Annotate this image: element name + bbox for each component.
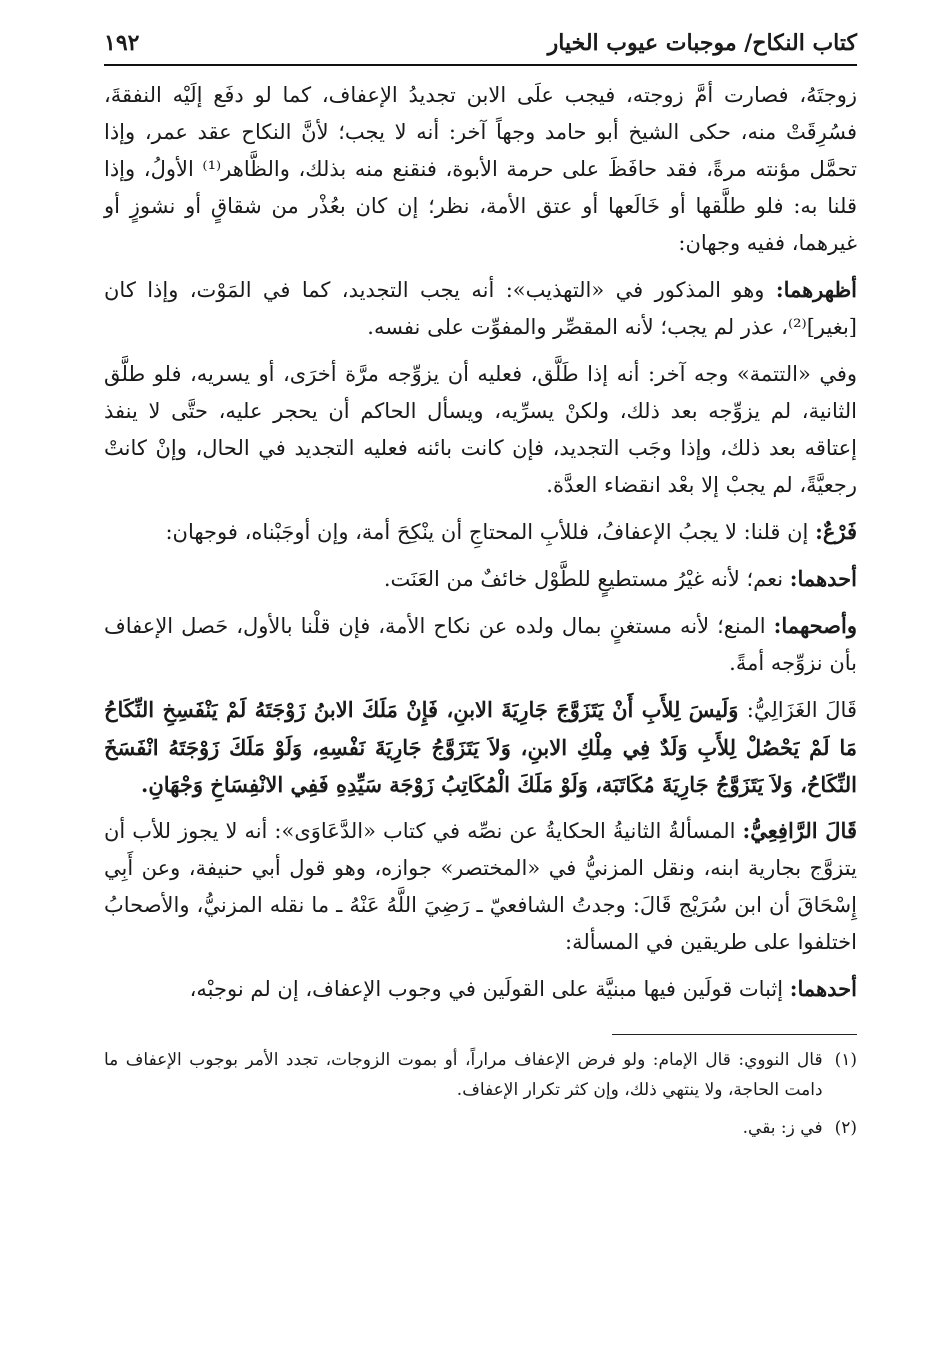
paragraph-text: المنع؛ لأنه مستغنٍ بمال ولده عن نكاح الأمة، فإن قلْنا بالأول، حَصل الإعفاف بأن نزوِّجه أمةً. <box>104 614 857 675</box>
footnote <box>104 1045 857 1105</box>
running-title: كتاب النكاح/ موجبات عيوب الخيار <box>547 30 857 56</box>
paragraph-text: نعم؛ لأنه غيْرُ مستطيعٍ للطَّوْل خائفٌ من العَنَت. <box>383 567 790 591</box>
paragraph-lead: قَالَ الرَّافِعِيُّ: <box>742 818 857 843</box>
paragraph-lead: أظهرهما: <box>775 277 857 302</box>
header-rule <box>104 64 857 66</box>
paragraph-lead: فَرْعٌ: <box>815 519 857 544</box>
paragraph-lead: قَالَ الغَزَالِيُّ: <box>746 698 857 722</box>
ghazali-quote <box>104 691 857 803</box>
page-number: ١٩٢ <box>104 30 140 56</box>
paragraph-text: وَلَيسَ لِلأَبِ أَنْ يَتَزَوَّجَ جَارِيَةَ الابنِ، فَإِنْ مَلَكَ الابنُ زَوْجَتَهُ لَمْ يَنْفَسِخِ النِّكَاحُ مَا لَمْ يَحْصُلْ لِلأَبِ وَلَدٌ فِي مِلْكِ الابنِ، وَلاَ يَتَزَوَّجُ جَارِيَةَ نَفْسِهِ، وَلَوْ مَلَكَ زَوْجَتَهُ انْفَسَخَ النِّكَاحُ، وَلاَ يَتَزَوَّجُ جَارِيَةَ مُكَاتَبَة، وَلَوْ مَلَكَ الْمُكَاتِبُ زَوْجَة سَيِّدِهِ فَفِي الانْفِسَاخِ وَجْهَانِ. <box>104 697 857 797</box>
footnote <box>104 1113 857 1143</box>
paragraph <box>104 812 857 961</box>
footnote-text: قال النووي: قال الإمام: ولو فرض الإعفاف مراراً، أو بموت الزوجات، تجدد الأمر بوجوب الإعفاف ما دامت الحاجة، ولا ينتهي ذلك، وإن كثر تكرار الإعفاف. <box>104 1050 823 1100</box>
paragraph-lead: وأصحهما: <box>773 613 857 638</box>
paragraph <box>104 76 857 262</box>
footnote-rule <box>612 1034 857 1035</box>
footnotes <box>104 1034 857 1143</box>
paragraph-text: إن قلنا: لا يجبُ الإعفافُ، فللأبِ المحتاجِ أن ينْكِحَ أمة، وإن أوجَبْناه، فوجهان: <box>165 520 816 544</box>
paragraph-text: زوجتَهُ، فصارت أمَّ زوجته، فيجب علَى الابن تجديدُ الإعفاف، كما لو دفَع إلَيْه النفقةَ، فسُرِقَتْ منه، حكى الشيخ أبو حامد وجهاً آخر: أنه لا يجب؛ لأنَّ النكاح عقد عمر، وإذا تحمَّل مؤنته مرةً، فقد حافَظَ على حرمة الأبوة، فنقنع منه بذلك، والظَّاهر⁽¹⁾ الأولُ، وإذا قلنا به: فلو طلَّقها أو خَالَعها أو عتق الأمة، نظر؛ إن كان بعُذْر من شقاقٍ أو نشوزٍ أو غيرهما، ففيه وجهان: <box>104 83 857 255</box>
paragraph-text: إثبات قولَين فيها مبنيَّة على القولَين في وجوب الإعفاف، إن لم نوجبْه، <box>189 977 790 1001</box>
paragraph <box>104 607 857 682</box>
paragraph <box>104 560 857 598</box>
paragraph-text: وهو المذكور في «التهذيب»: أنه يجب التجديد، كما في المَوْت، وإذا كان [بغير]⁽²⁾، عذر لم يجب؛ لأنه المقصِّر والمفوِّت على نفسه. <box>104 278 857 339</box>
paragraph-lead: أحدهما: <box>789 566 857 591</box>
footnote-number: (٢) <box>834 1118 857 1138</box>
footnote-number: (١) <box>834 1050 857 1070</box>
footnote-text: في ز: بقي. <box>742 1118 823 1138</box>
paragraph-lead: أحدهما: <box>789 976 857 1001</box>
paragraph <box>104 970 857 1008</box>
paragraph-text: المسألةُ الثانيةُ الحكايةُ عن نصِّه في كتاب «الدَّعَاوَى»: أنه لا يجوز للأب أن يتزوَّج بجارية ابنه، ونقل المزنيُّ في «المختصر» جوازه، وهو قول أبي حنيفة، وعن أَبِي إِسْحَاقَ أن ابن سُرَيْج قَالَ: وجدتُ الشافعيّ ـ رَضِيَ اللَّهُ عَنْهُ ـ ما نقله المزنيُّ، والأصحابُ اختلفوا على طريقين في المسألة: <box>104 819 857 954</box>
paragraph-text: وفي «التتمة» وجه آخر: أنه إذا طَلَّق، فعليه أن يزوِّجه مرَّة أخرَى، أو يسريه، فلو طلَّق الثانية، لم يزوِّجه بعد ذلك، ولكنْ يسرِّيه، ويسأل الحاكم أن يحجر عليه، حتَّى لا ينفذ إعتاقه بعد ذلك، وإذا وجَب التجديد، فإن كانت بائنه فعليه التجديد في الحال، وإنْ كانتْ رجعيَّةً، لم يجبْ إلا بعْد انقضاء العدَّة. <box>104 362 857 497</box>
paragraph <box>104 271 857 346</box>
running-header <box>104 28 857 64</box>
paragraph <box>104 355 857 504</box>
paragraph <box>104 513 857 551</box>
main-text <box>104 76 857 1008</box>
